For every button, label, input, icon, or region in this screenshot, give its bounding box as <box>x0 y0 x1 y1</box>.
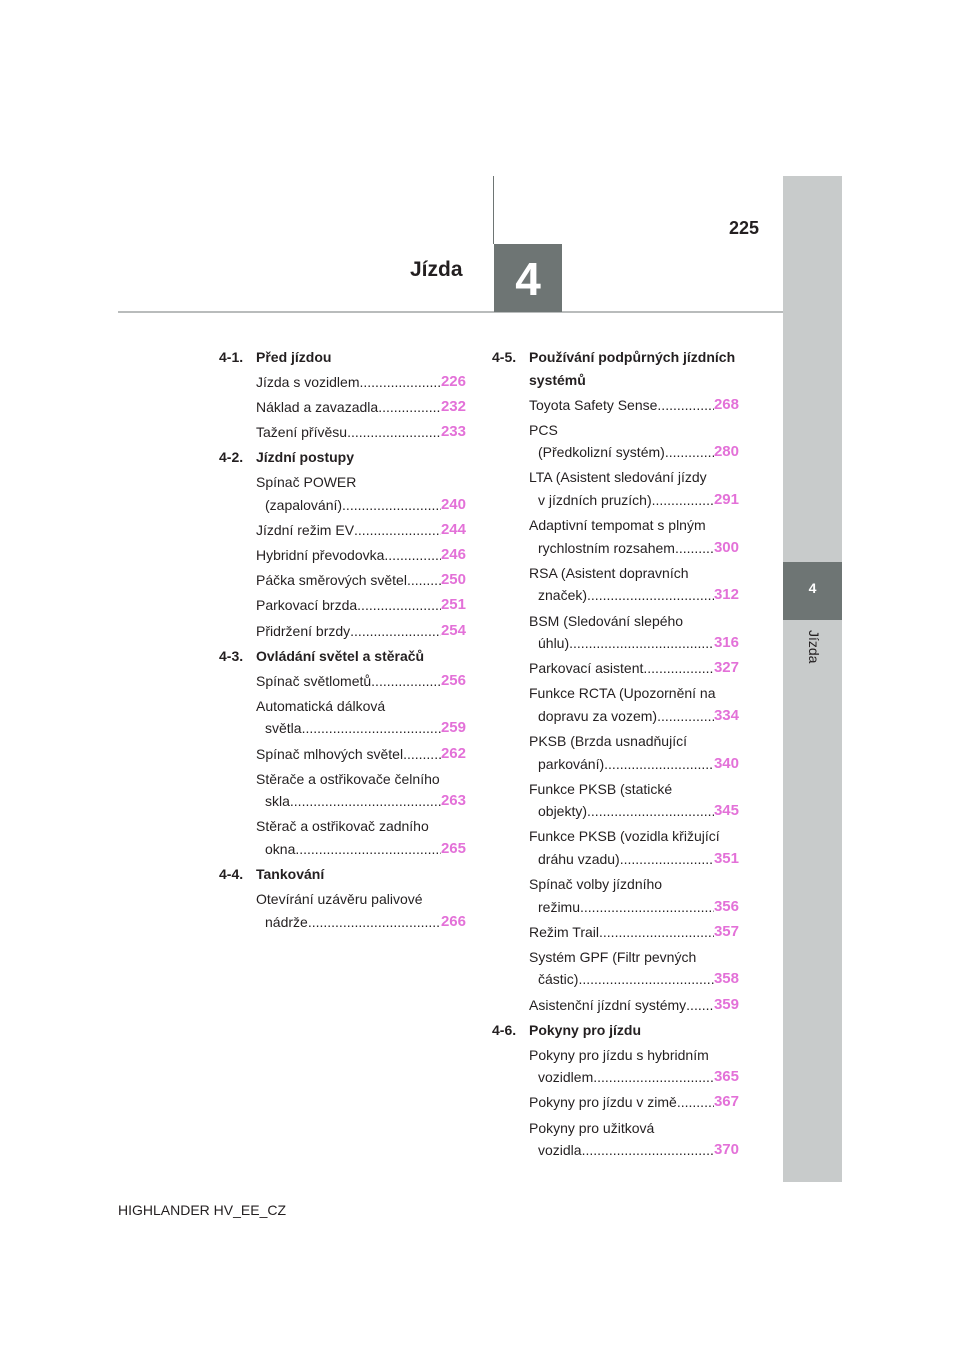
toc-page-link[interactable]: 334 <box>713 706 739 724</box>
toc-page-link[interactable]: 233 <box>440 423 466 441</box>
toc-entry[interactable] <box>256 544 466 567</box>
section-number: 4-4. <box>219 865 244 882</box>
toc-entry-line <box>256 519 466 542</box>
toc-entry-label: (Předkolizní systém) <box>538 444 665 461</box>
toc-entry-line <box>256 471 466 494</box>
toc-page-link[interactable]: 365 <box>713 1068 739 1086</box>
toc-entry-line <box>256 768 466 791</box>
toc-entry-line <box>256 569 466 592</box>
toc-entry-label: skla <box>265 793 290 810</box>
toc-entry-line <box>529 394 739 417</box>
toc-entry-line <box>529 873 739 896</box>
toc-entry-line <box>529 825 739 848</box>
toc-page-link[interactable]: 340 <box>713 754 739 772</box>
toc-entry-label: Stěrače a ostřikovače čelního <box>256 770 440 787</box>
toc-entry-line <box>256 743 466 766</box>
dot-leader <box>350 620 441 643</box>
side-tab-label: Jízda <box>806 630 822 664</box>
toc-page-link[interactable]: 300 <box>713 538 739 556</box>
toc-entry-label: PKSB (Brzda usnadňující <box>529 733 687 749</box>
toc-entry-line <box>256 620 466 643</box>
toc-entry-label: Spínač mlhových světel <box>256 745 404 762</box>
toc-entry-label: Pokyny pro užitková <box>529 1119 655 1136</box>
toc-entry-line <box>529 537 739 560</box>
section-number: 4-5. <box>492 349 517 365</box>
dot-leader <box>378 396 441 419</box>
dot-leader <box>342 494 441 517</box>
toc-entry[interactable] <box>529 419 739 464</box>
toc-entry-label: v jízdních pruzích) <box>538 492 652 509</box>
toc-entry[interactable] <box>529 825 739 870</box>
toc-page-link[interactable]: 351 <box>713 849 739 867</box>
toc-entry[interactable] <box>256 670 466 693</box>
toc-entry-label: Páčka směrových světel <box>256 572 407 589</box>
dot-leader <box>357 594 441 617</box>
toc-entry-label: (zapalování) <box>265 497 343 514</box>
toc-entry-line <box>529 584 739 607</box>
toc-entry-label: úhlu) <box>538 635 570 652</box>
toc-entry[interactable] <box>256 815 466 860</box>
toc-entry[interactable] <box>256 743 466 766</box>
toc-page-link[interactable]: 327 <box>713 659 739 677</box>
toc-entry-label: Adaptivní tempomat s plným <box>529 517 706 534</box>
toc-section <box>219 446 466 469</box>
toc-entry[interactable] <box>256 519 466 542</box>
dot-leader <box>582 1139 714 1162</box>
toc-entry-line <box>529 419 739 442</box>
toc-entry-label: LTA (Asistent sledování jízdy <box>529 469 707 486</box>
toc-page-link[interactable]: 359 <box>713 995 739 1013</box>
toc-entry-label: Funkce PKSB (vozidla křižující <box>529 828 720 845</box>
side-tab-number: 4 <box>808 580 817 596</box>
toc-column-left <box>219 346 466 933</box>
section-title: Ovládání světel a stěračů <box>256 647 425 664</box>
toc-entry-line <box>529 896 739 919</box>
toc-page-link[interactable]: 259 <box>440 719 466 737</box>
dot-leader <box>308 911 441 934</box>
toc-entry-label: značek) <box>538 587 588 604</box>
toc-entry-label: Spínač světlometů <box>256 672 372 689</box>
toc-entry-label: Automatická dálková <box>256 697 386 714</box>
toc-section <box>492 346 739 391</box>
dot-leader <box>580 896 714 919</box>
toc-entry-label: vozidla <box>538 1142 582 1159</box>
toc-entry-line <box>256 888 466 911</box>
dot-leader <box>686 994 714 1017</box>
dot-leader <box>587 584 714 607</box>
toc-entry-label: Jízda s vozidlem <box>256 374 360 391</box>
toc-entry-line <box>256 695 466 718</box>
toc-entry-line <box>529 441 739 464</box>
dot-leader <box>403 743 441 766</box>
toc-entry-line <box>256 790 466 813</box>
toc-entry[interactable] <box>256 396 466 419</box>
toc-entry-label: BSM (Sledování slepého <box>529 612 684 629</box>
toc-entry-line <box>256 371 466 394</box>
toc-entry-line <box>529 1091 739 1114</box>
header-divider-horizontal <box>118 311 783 313</box>
toc-entry[interactable] <box>529 873 739 918</box>
toc-page-link[interactable]: 268 <box>713 395 739 413</box>
toc-entry-line <box>529 610 739 633</box>
dot-leader <box>677 1091 714 1114</box>
toc-entry-label: Pokyny pro jízdu v zimě <box>529 1094 677 1111</box>
toc-entry-label: Parkovací brzda <box>256 597 358 614</box>
dot-leader <box>359 371 440 394</box>
toc-page-link[interactable]: 345 <box>713 802 739 820</box>
dot-leader <box>302 717 441 740</box>
toc-entry[interactable] <box>256 594 466 617</box>
section-title: Jízdní postupy <box>256 449 354 466</box>
toc-entry[interactable] <box>529 1091 739 1114</box>
toc-page-link[interactable]: 262 <box>440 744 466 762</box>
toc-entry-label: Funkce PKSB (statické <box>529 780 673 797</box>
toc-entry-line <box>529 730 739 753</box>
toc-entry[interactable] <box>256 620 466 643</box>
toc-page-link[interactable]: 316 <box>713 634 739 652</box>
toc-section <box>219 346 466 369</box>
toc-entry-line <box>529 921 739 944</box>
toc-page-link[interactable]: 265 <box>440 839 466 857</box>
toc-entry[interactable] <box>529 730 739 775</box>
toc-entry[interactable] <box>256 471 466 516</box>
toc-entry-line <box>256 544 466 567</box>
dot-leader <box>347 421 441 444</box>
toc-entry-line <box>529 848 739 871</box>
toc-entry-label: rychlostním rozsahem <box>538 539 675 556</box>
toc-entry-line <box>529 1139 739 1162</box>
toc-entry-line <box>256 421 466 444</box>
toc-entry[interactable] <box>256 888 466 933</box>
toc-entry-label: Systém GPF (Filtr pevných <box>529 948 697 965</box>
toc-entry-line <box>529 968 739 991</box>
dot-leader <box>657 394 714 417</box>
dot-leader <box>384 544 441 567</box>
toc-page-link[interactable]: 240 <box>440 496 466 514</box>
toc-page-link[interactable]: 251 <box>440 596 466 614</box>
toc-entry[interactable] <box>529 657 739 680</box>
dot-leader <box>643 657 714 680</box>
toc-entry-label: Spínač volby jízdního <box>529 876 663 893</box>
toc-entry-label: Asistenční jízdní systémy <box>529 996 687 1013</box>
dot-leader <box>295 838 441 861</box>
toc-page-link[interactable]: 357 <box>713 922 739 940</box>
page-number: 225 <box>729 218 760 238</box>
toc-entry[interactable] <box>529 946 739 991</box>
toc-entry-label: Toyota Safety Sense <box>529 396 658 413</box>
dot-leader <box>652 489 714 512</box>
toc-entry-line <box>529 562 739 585</box>
dot-leader <box>599 921 714 944</box>
toc-entry[interactable] <box>529 994 739 1017</box>
toc-entry-label: Tažení přívěsu <box>256 424 348 441</box>
toc-page-link[interactable]: 291 <box>713 491 739 509</box>
toc-entry[interactable] <box>529 466 739 511</box>
chapter-number-box: 4 <box>494 244 562 312</box>
toc-entry-line <box>256 838 466 861</box>
toc-entry-label: okna <box>265 840 296 857</box>
toc-page-link[interactable]: 232 <box>440 398 466 416</box>
toc-entry[interactable] <box>529 562 739 607</box>
toc-entry-line <box>529 489 739 512</box>
toc-entry-line <box>529 657 739 680</box>
toc-page-link[interactable]: 356 <box>713 897 739 915</box>
dot-leader <box>290 790 441 813</box>
toc-entry[interactable] <box>529 394 739 417</box>
toc-entry-label: Spínač POWER <box>256 474 357 491</box>
section-number: 4-1. <box>219 349 244 365</box>
toc-entry-line <box>529 1044 739 1067</box>
toc-entry-label: Jízdní režim EV <box>256 522 355 539</box>
toc-entry[interactable] <box>256 371 466 394</box>
toc-entry-label: režimu <box>538 898 581 915</box>
dot-leader <box>604 753 714 776</box>
toc-entry[interactable] <box>529 610 739 655</box>
toc-entry-line <box>529 800 739 823</box>
toc-page-link[interactable]: 358 <box>713 970 739 988</box>
header-divider-vertical <box>493 176 494 244</box>
toc-entry-line <box>256 717 466 740</box>
toc-entry-line <box>529 778 739 801</box>
toc-entry[interactable] <box>256 569 466 592</box>
toc-entry-line <box>529 1066 739 1089</box>
toc-entry-label: objekty) <box>538 803 588 820</box>
toc-section <box>492 1019 739 1042</box>
toc-entry-line <box>256 911 466 934</box>
toc-entry-label: Přidržení brzdy <box>256 622 351 639</box>
toc-page-link[interactable]: 370 <box>713 1141 739 1159</box>
toc-entry-label: dráhu vzadu) <box>538 850 620 867</box>
toc-entry-line <box>256 396 466 419</box>
section-number: 4-2. <box>219 449 244 466</box>
toc-entry-line <box>529 946 739 969</box>
section-number: 4-3. <box>219 647 244 664</box>
toc-entry-line <box>529 514 739 537</box>
toc-entry-line <box>529 682 739 705</box>
dot-leader <box>371 670 441 693</box>
toc-entry-label: Pokyny pro jízdu s hybridním <box>529 1046 709 1063</box>
toc-entry-label: Hybridní převodovka <box>256 547 385 564</box>
toc-entry[interactable] <box>529 778 739 823</box>
toc-section <box>219 645 466 668</box>
toc-page-link[interactable]: 226 <box>440 373 466 391</box>
section-title: Před jízdou <box>256 349 332 365</box>
toc-entry-line <box>529 1117 739 1140</box>
dot-leader <box>620 848 714 871</box>
toc-entry-line <box>256 815 466 838</box>
toc-page-link[interactable]: 280 <box>713 443 739 461</box>
section-title: Tankování <box>256 865 325 882</box>
toc-entry-label: RSA (Asistent dopravních <box>529 564 689 581</box>
dot-leader <box>587 800 714 823</box>
dot-leader <box>354 519 441 542</box>
toc-entry[interactable] <box>256 695 466 740</box>
toc-page-link[interactable]: 367 <box>713 1093 739 1111</box>
toc-entry[interactable] <box>529 682 739 727</box>
dot-leader <box>665 441 714 464</box>
toc-entry[interactable] <box>256 768 466 813</box>
toc-entry-line <box>529 632 739 655</box>
toc-section <box>219 863 466 886</box>
dot-leader <box>569 632 714 655</box>
toc-entry-line <box>256 670 466 693</box>
toc-entry[interactable] <box>256 421 466 444</box>
dot-leader <box>593 1066 714 1089</box>
toc-entry-label: vozidlem <box>538 1069 594 1086</box>
section-number: 4-6. <box>492 1021 517 1038</box>
dot-leader <box>407 569 441 592</box>
chapter-side-tab <box>783 176 842 1182</box>
dot-leader <box>675 537 714 560</box>
toc-page-link[interactable]: 312 <box>713 586 739 604</box>
toc-page-link[interactable]: 256 <box>440 671 466 689</box>
toc-entry-label: Funkce RCTA (Upozornění na <box>529 685 716 702</box>
dot-leader <box>578 968 714 991</box>
toc-page-link[interactable]: 266 <box>440 912 466 930</box>
toc-entry-line <box>529 705 739 728</box>
toc-entry-label: PCS <box>529 421 558 438</box>
toc-entry-label: Náklad a zavazadla <box>256 399 379 416</box>
toc-entry[interactable] <box>529 1044 739 1089</box>
toc-entry-label: Režim Trail <box>529 923 600 940</box>
toc-entry-label: Otevírání uzávěru palivové <box>256 891 423 908</box>
toc-entry-label: částic) <box>538 971 579 988</box>
section-title: Používání podpůrných jízdních systémů <box>529 349 736 388</box>
toc-page-link[interactable]: 250 <box>440 571 466 589</box>
toc-column-right <box>492 346 739 1162</box>
toc-entry-label: dopravu za vozem) <box>538 707 658 724</box>
toc-entry[interactable] <box>529 514 739 559</box>
toc-entry-line <box>529 466 739 489</box>
toc-page-link[interactable]: 246 <box>440 546 466 564</box>
toc-page-link[interactable]: 254 <box>440 621 466 639</box>
chapter-title: Jízda <box>410 258 463 281</box>
footer-model-code: HIGHLANDER HV_EE_CZ <box>118 1202 287 1218</box>
toc-entry-label: parkování) <box>538 755 605 772</box>
toc-entry-label: světla <box>265 720 302 737</box>
toc-entry-label: nádrže <box>265 913 308 930</box>
toc-entry[interactable] <box>529 1117 739 1162</box>
toc-page-link[interactable]: 263 <box>440 792 466 810</box>
toc-entry-label: Stěrač a ostřikovač zadního <box>256 818 429 835</box>
toc-entry-line <box>529 753 739 776</box>
toc-entry[interactable] <box>529 921 739 944</box>
dot-leader <box>657 705 714 728</box>
toc-entry-label: Parkovací asistent <box>529 660 644 677</box>
toc-entry-line <box>256 594 466 617</box>
toc-page-link[interactable]: 244 <box>440 521 466 539</box>
section-title: Pokyny pro jízdu <box>529 1021 642 1038</box>
toc-entry-line <box>529 994 739 1017</box>
toc-entry-line <box>256 494 466 517</box>
